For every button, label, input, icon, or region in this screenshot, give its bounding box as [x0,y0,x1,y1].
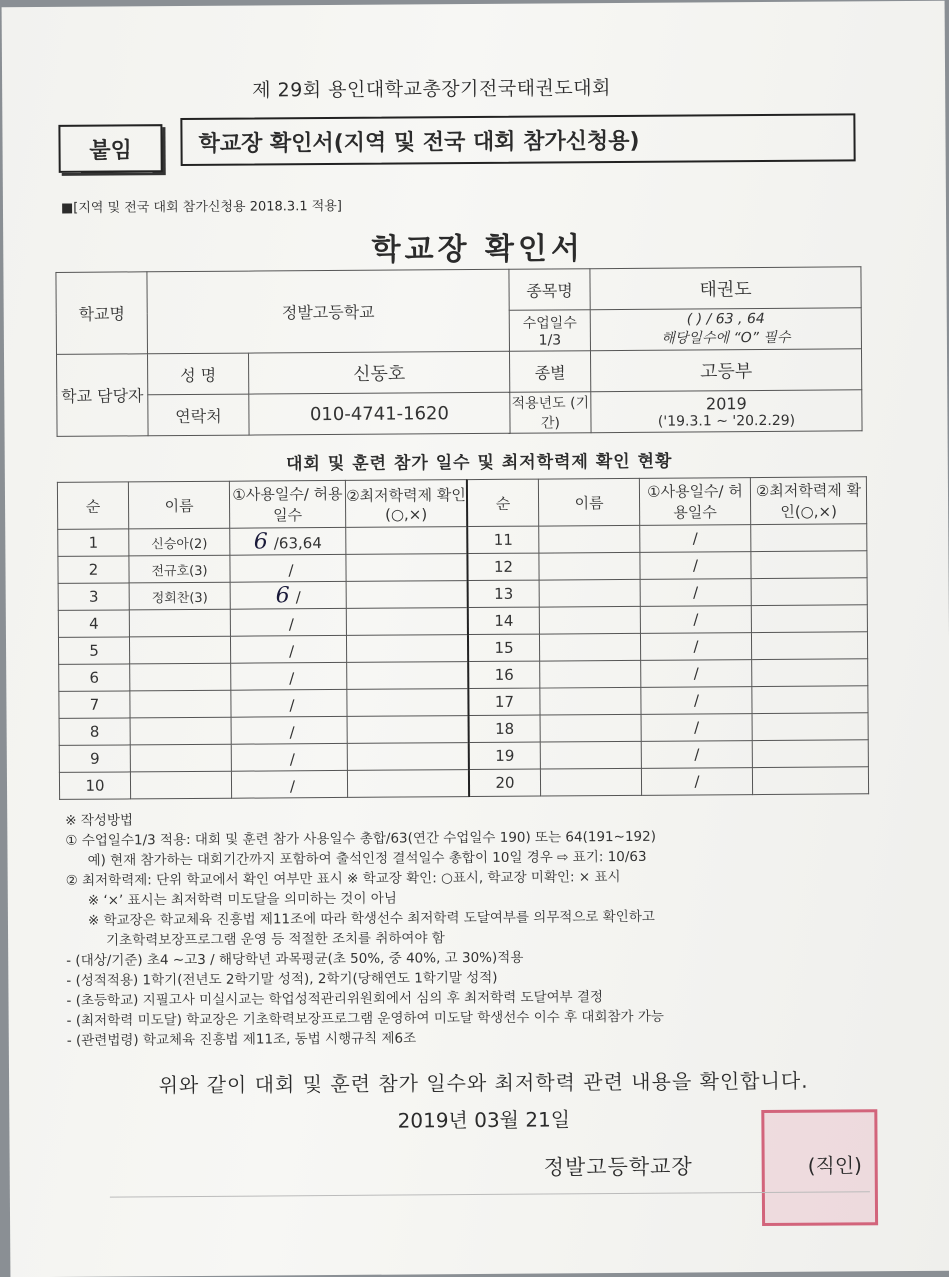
col-name-right: 이름 [538,478,639,526]
row-check-right [751,632,867,660]
row-check [346,608,468,636]
form-title: 학교장 확인서(지역 및 전국 대회 참가신청용) [180,113,855,166]
roster-caption: 대회 및 훈련 참가 일수 및 최저학력제 확인 현황 [5,445,949,477]
issue-date: 2019년 03월 21일 [9,1101,949,1137]
row-check-right [752,659,868,687]
row-days-right: / [641,660,752,688]
year-period: ('19.3.1 ~ '20.2.29) [591,412,861,430]
handwritten-used-days: 6 [254,529,268,554]
row-days [230,581,346,609]
contact-value: 010-4741-1620 [249,392,510,435]
manager-label: 학교 담당자 [57,354,149,437]
row-name-right [539,552,640,580]
row-no-right: 13 [468,580,540,607]
col-no: 순 [57,482,128,529]
row-no: 4 [58,610,129,637]
row-days-right: / [640,552,751,580]
row-days-right: / [641,687,752,715]
signature-rule [110,1191,870,1197]
row-name-right [540,741,641,769]
row-days-right: / [641,768,752,796]
instruction-line: - (관련법령) 학교체육 진흥법 제11조, 동법 시행규칙 제6조 [67,1027,664,1051]
col-check: ②최저학력제 확인(○,×) [345,480,467,528]
row-check [346,554,468,582]
row-check [347,716,469,744]
document-title: 학교장 확인서 [3,221,949,272]
row-no: 10 [59,772,130,799]
roster-table [57,476,869,800]
row-no-right: 19 [469,742,541,769]
allowed-days: / [290,723,295,741]
row-days [231,689,347,717]
row-no: 1 [58,529,129,556]
row-name-right [539,633,640,661]
row-no: 9 [59,745,130,772]
col-days: ①사용일수/ 허용일수 [229,480,345,528]
row-check [346,527,468,555]
name-label: 성 명 [148,353,249,395]
row-days-right: / [641,741,752,769]
row-no: 5 [58,637,129,664]
row-check-right [751,551,867,579]
row-no: 7 [59,691,130,718]
row-check-right [751,578,867,606]
col-days-right: ①사용일수/ 허용일수 [639,478,750,526]
row-days [231,770,347,798]
row-no-right: 20 [469,769,541,796]
class-days-value: ( ) / 63 , 64 [591,310,861,328]
row-check [347,743,469,771]
attach-label: 붙임 [58,124,162,173]
col-check-right: ②최저학력제 확인(○,×) [750,477,866,525]
row-check [346,581,468,609]
division-label: 종별 [509,351,590,393]
allowed-days: / [289,669,294,687]
row-check-right [752,686,868,714]
seal-label: (직인) [808,1149,862,1178]
handwritten-used-days: 6 [276,583,290,608]
confirmation-statement: 위와 같이 대회 및 훈련 참가 일수와 최저학력 관련 내용을 확인합니다. [9,1064,949,1100]
row-no-right: 12 [467,553,539,580]
event-title: 제 29회 용인대학교총장기전국태권도대회 [252,73,611,103]
row-name [130,744,231,772]
class-days-label: 수업일수 1/3 [509,310,590,352]
row-name: 정회찬(3) [129,582,230,610]
row-no: 2 [58,556,129,583]
row-no-right: 15 [468,634,540,661]
writing-instructions [65,807,664,1051]
school-label: 학교명 [56,272,148,355]
applicability-note: ■[지역 및 전국 대회 참가신청용 2018.3.1 적용] [61,195,342,216]
row-name [129,636,230,664]
row-days [231,743,347,771]
row-name-right [540,660,641,688]
row-no: 6 [59,664,130,691]
sport-value: 태권도 [590,267,861,310]
row-days [230,527,346,555]
sport-label: 종목명 [509,269,590,311]
row-name [130,771,231,799]
allowed-days: /63,64 [274,534,322,552]
row-days-right: / [640,525,751,553]
row-no-right: 14 [468,607,540,634]
instruction-line: ※ 학교장은 학교체육 진흥법 제11조에 따라 학생선수 최저학력 도달여부를 의무적으로 확인하고 [66,907,663,931]
document-page [2,1,949,1277]
allowed-days: / [289,642,294,660]
class-days-note: 해당일수에 “O” 필수 [591,326,861,348]
allowed-days: / [290,777,295,795]
row-days-right: / [641,714,752,742]
name-value: 신동호 [248,351,509,394]
row-no-right: 11 [467,526,539,553]
row-no: 3 [58,583,129,610]
year-value: 2019 [591,393,861,414]
instruction-line: ※ 작성방법 [65,807,662,831]
instruction-line: 예) 현재 참가하는 대회기간까지 포함하여 출석인정 결석일수 총합이 10일 경우 ⇨ 표기: 10/63 [65,847,662,871]
row-check-right [752,713,868,741]
row-days [231,662,347,690]
row-no-right: 16 [468,661,540,688]
allowed-days: / [288,561,293,579]
instruction-line: - (초등학교) 지필고사 미실시교는 학업성적관리위원회에서 심의 후 최저학력 도달여부 결정 [66,987,663,1011]
row-name: 신승아(2) [129,528,230,556]
instruction-line: - (성적적용) 1학기(전년도 2학기말 성적), 2학기(당해연도 1학기말 성적) [66,967,663,991]
row-name: 전규호(3) [129,555,230,583]
row-days [231,716,347,744]
row-check-right [751,605,867,633]
row-days [230,554,346,582]
allowed-days: / [289,615,294,633]
row-check [347,662,469,690]
row-days [230,635,346,663]
row-check-right [752,767,868,795]
row-check [347,770,469,798]
row-days-right: / [640,579,751,607]
row-check [347,689,469,717]
row-name-right [540,768,641,796]
row-name [130,690,231,718]
contact-label: 연락처 [148,394,249,436]
row-name [130,663,231,691]
allowed-days: / [289,696,294,714]
roster-row [59,767,868,800]
row-name-right [540,687,641,715]
row-name-right [539,606,640,634]
school-info-table [55,266,862,437]
instruction-line: - (최저학력 미도달) 학교장은 기초학력보장프로그램 운영하여 미도달 학생선수 이수 후 대회참가 가능 [67,1007,664,1031]
instruction-line: ※ ‘×’ 표시는 최저학력 미도달을 의미하는 것이 아님 [66,887,663,911]
row-no-right: 17 [468,688,540,715]
row-name-right [539,525,640,553]
row-check [346,635,468,663]
instruction-line: ① 수업일수1/3 적용: 대회 및 훈련 참가 사용일수 총합/63(연간 수업일수 190) 또는 64(191~192) [65,827,662,851]
school-value: 정발고등학교 [147,269,510,354]
row-days [230,608,346,636]
allowed-days: / [290,750,295,768]
row-name [130,717,231,745]
allowed-days: / [296,588,301,606]
row-check-right [752,740,868,768]
instruction-line: - (대상/기준) 초4 ~고3 / 해당학년 과목평균(초 50%, 중 40%, 고 30%)적용 [66,947,663,971]
row-name-right [540,714,641,742]
row-name-right [539,579,640,607]
row-days-right: / [640,633,751,661]
col-name: 이름 [128,481,229,529]
row-check-right [751,524,867,552]
instruction-line: 기초학력보장프로그램 운영 등 적절한 조치를 취하여야 함 [66,927,663,951]
division-value: 고등부 [590,349,861,392]
col-no-right: 순 [467,479,539,526]
row-no: 8 [59,718,130,745]
year-label: 적용년도 (기간) [510,392,591,434]
row-name [129,609,230,637]
row-days-right: / [640,606,751,634]
row-no-right: 18 [469,715,541,742]
signer-title: 정발고등학교장 [544,1151,693,1182]
instruction-line: ② 최저학력제: 단위 학교에서 확인 여부만 표시 ※ 학교장 확인: ○표시, 학교장 미확인: × 표시 [66,867,663,891]
